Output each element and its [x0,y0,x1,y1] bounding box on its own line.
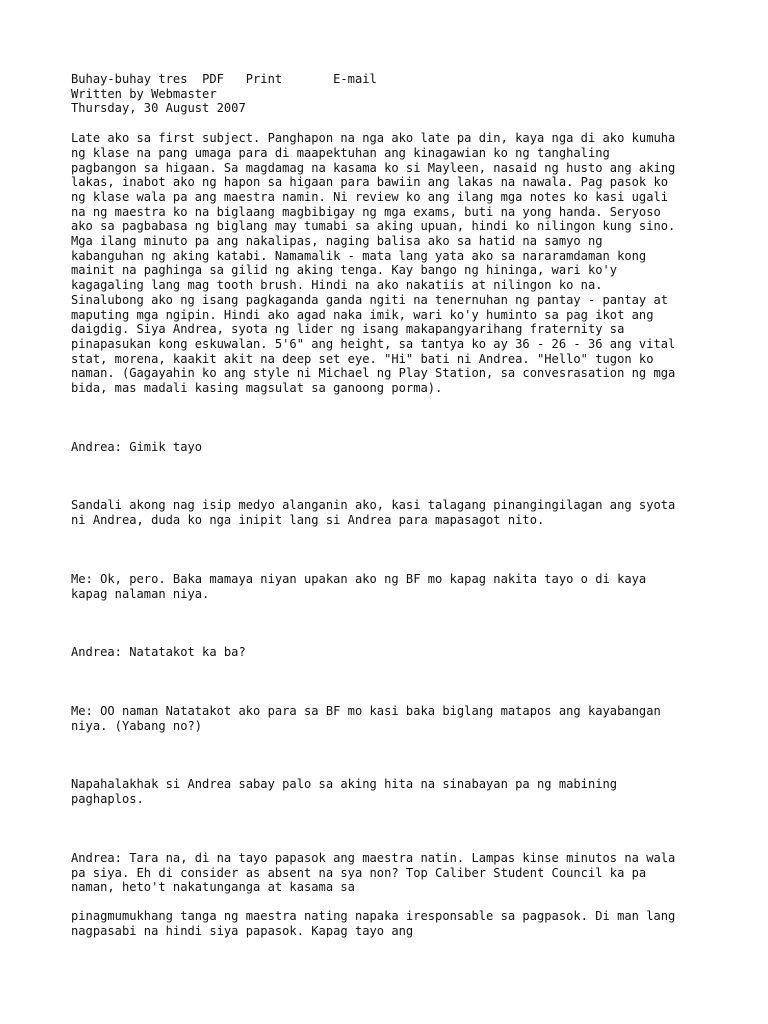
text-line: Andrea: Gimik tayo [71,439,203,454]
paragraph-6 [71,704,761,733]
paragraph-8 [71,851,761,895]
text-line: pagbangon sa higaan. Sa magdamag na kasama ko si Mayleen, nasaid ng husto ang aking [71,160,676,175]
text-line: Me: Ok, pero. Baka mamaya niyan upakan ako ng BF mo kapag nakita tayo o di kaya [71,571,647,586]
text-line: stat, morena, kaakit akit na deep set eye. "Hi" bati ni Andrea. "Hello" tugon ko [71,351,654,366]
text-line: naman, heto't nakatunganga at kasama sa [71,880,355,895]
text-line: ako sa pagbabasa ng biglang may tumabi sa aking upuan, hindi ko nilingon kung sino. [71,219,676,234]
email-link[interactable]: E-mail [333,72,377,86]
text-line: kagagaling lang mag tooth brush. Hindi na ako nakatiis at nilingon ko na. [71,278,603,293]
text-line: Napahalakhak si Andrea sabay palo sa aking hita na sinabayan pa ng mabining [71,777,618,792]
paragraph-1 [71,131,761,396]
print-link[interactable]: Print [245,72,283,86]
article-title: Buhay-buhay tres [71,72,188,86]
text-line: paghaplos. [71,792,144,807]
article-header-row [71,72,761,87]
text-line: pa siya. Eh di consider as absent na sya non? Top Caliber Student Council ka pa [71,865,647,880]
text-line: Sinalubong ako ng isang pagkaganda ganda ngiti na tenernuhan ng pantay - pantay at [71,292,669,307]
text-line: pinagmumukhang tanga ng maestra nating napaka iresponsable sa pagpasok. Di man lang [71,908,676,923]
date-line: Thursday, 30 August 2007 [71,101,246,116]
text-line: nagpasabi na hindi siya papasok. Kapag tayo ang [71,923,414,938]
author-line: Written by Webmaster [71,86,217,101]
paragraph-4 [71,572,761,601]
text-line: niya. (Yabang no?) [71,718,203,733]
text-line: ni Andrea, duda ko nga inipit lang si Andrea para mapasagot nito. [71,513,545,528]
text-line: Andrea: Tara na, di na tayo papasok ang maestra natin. Lampas kinse minutos na wala [71,850,676,865]
text-line: Andrea: Natatakot ka ba? [71,645,246,660]
text-line: mainit na paghinga sa gilid ng aking tenga. Kay bango ng hininga, wari ko'y [71,263,618,278]
paragraph-5 [71,645,761,660]
text-line: Me: OO naman Natatakot ako para sa BF mo kasi baka biglang matapos ang kayabangan [71,703,661,718]
text-line: kabanguhan ng aking katabi. Namamalik - mata lang yata ako sa nararamdaman kong [71,248,647,263]
paragraph-2 [71,440,761,455]
text-line: Late ako sa first subject. Panghapon na nga ako late pa din, kaya nga di ako kumuha [71,131,676,146]
paragraph-3 [71,498,761,527]
text-line: naman. (Gagayahin ko ang style ni Michael ng Play Station, sa convesrasation ng mga [71,366,676,381]
text-line: kapag nalaman niya. [71,586,210,601]
paragraph-7 [71,777,761,806]
text-line: daigdig. Siya Andrea, syota ng lider ng isang makapangyarihang fraternity sa [71,322,625,337]
text-line: bida, mas madali kasing magsulat sa ganoong porma). [71,381,443,396]
text-line: ng klase na pang umaga para di maapektuhan ang kinagawian ko ng tanghaling [71,145,610,160]
text-line: Sandali akong nag isip medyo alanganin ako, kasi talagang pinangingilagan ang syota [71,498,676,513]
text-line: Mga ilang minuto pa ang nakalipas, naging balisa ako sa hatid na samyo ng [71,234,603,249]
text-line: maputing mga ngipin. Hindi ako agad naka imik, wari ko'y huminto sa pag ikot ang [71,307,654,322]
document-page [71,72,761,938]
paragraph-9 [71,909,761,938]
text-line: na ng maestra ko na biglaang magbibigay ng mga exams, buti na yong handa. Seryoso [71,204,661,219]
pdf-link[interactable]: PDF [202,72,224,86]
text-line: ng klase wala pa ang maestra namin. Ni review ko ang ilang mga notes ko kasi ugali [71,189,669,204]
text-line: lakas, inabot ako ng hapon sa higaan para bawiin ang lakas na nawala. Pag pasok ko [71,175,669,190]
text-line: pinapasukan kong eskuwalan. 5'6" ang height, sa tantya ko ay 36 - 26 - 36 ang vital [71,336,676,351]
